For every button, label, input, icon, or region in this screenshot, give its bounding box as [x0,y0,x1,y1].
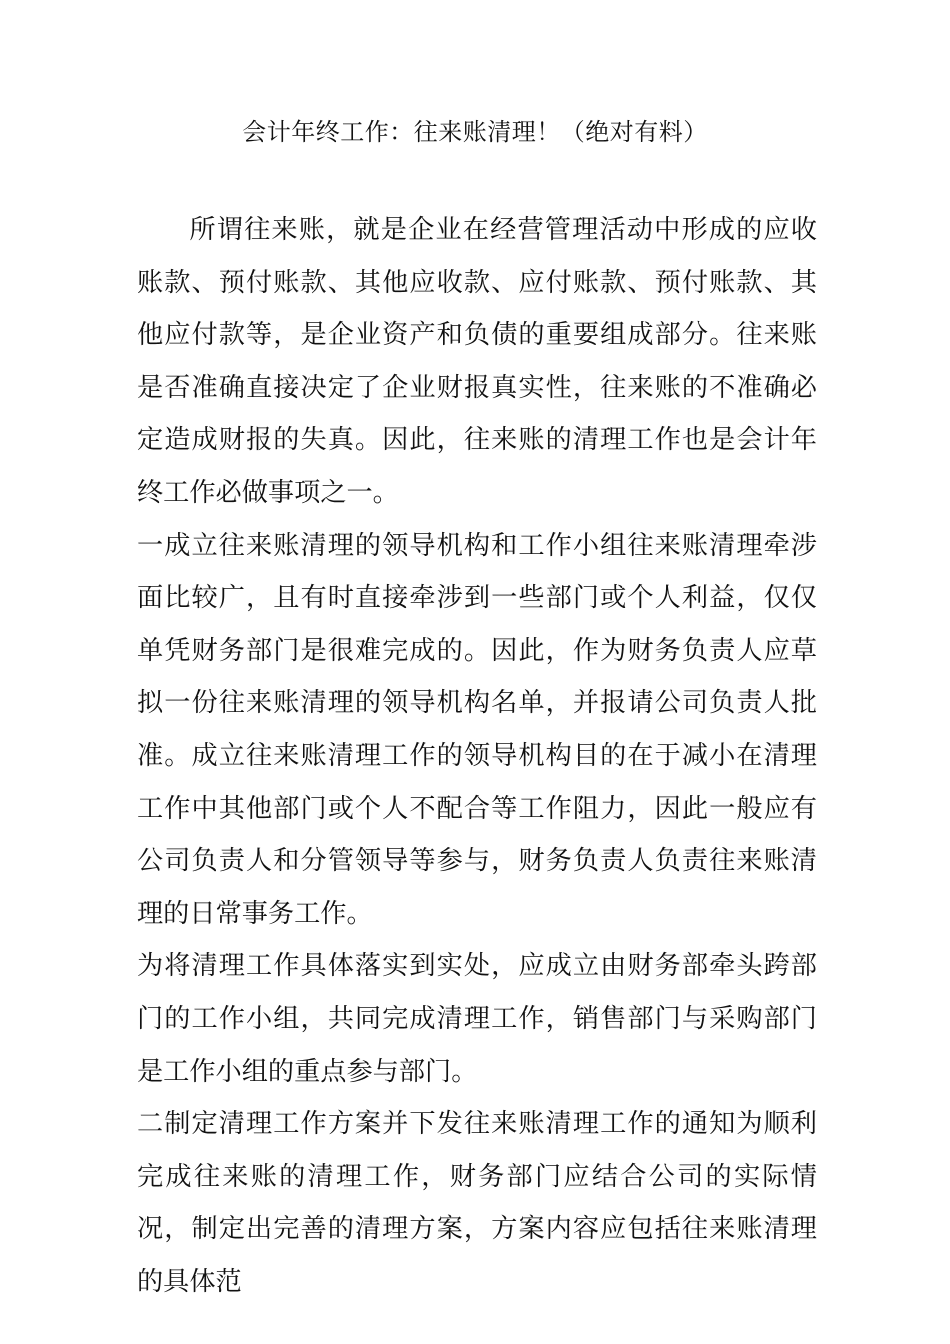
paragraph-section-two: 二制定清理工作方案并下发往来账清理工作的通知为顺利完成往来账的清理工作，财务部门应结合公司的实际情况，制定出完善的清理方案，方案内容应包括往来账清理的具体范 [137,1109,817,1297]
paragraph-intro: 所谓往来账，就是企业在经营管理活动中形成的应收账款、预付账款、其他应收款、应付账款、预付账款、其他应付款等，是企业资产和负债的重要组成部分。往来账是否准确直接决定了企业财报真实性，往来账的不准确必定造成财报的失真。因此，往来账的清理工作也是会计年终工作必做事项之一。 [137,215,817,508]
paragraph-working-group: 为将清理工作具体落实到实处，应成立由财务部牵头跨部门的工作小组，共同完成清理工作，销售部门与采购部门是工作小组的重点参与部门。 [137,951,817,1087]
paragraph-section-one: 一成立往来账清理的领导机构和工作小组往来账清理牵涉面比较广，且有时直接牵涉到一些部门或个人利益，仅仅单凭财务部门是很难完成的。因此，作为财务负责人应草拟一份往来账清理的领导机构名单，并报请公司负责人批准。成立往来账清理工作的领导机构目的在于减小在清理工作中其他部门或个人不配合等工作阻力，因此一般应有公司负责人和分管领导等参与，财务负责人负责往来账清理的日常事务工作。 [137,530,817,929]
document-title: 会计年终工作：往来账清理！（绝对有料） [242,118,708,146]
document-body [137,204,817,1308]
